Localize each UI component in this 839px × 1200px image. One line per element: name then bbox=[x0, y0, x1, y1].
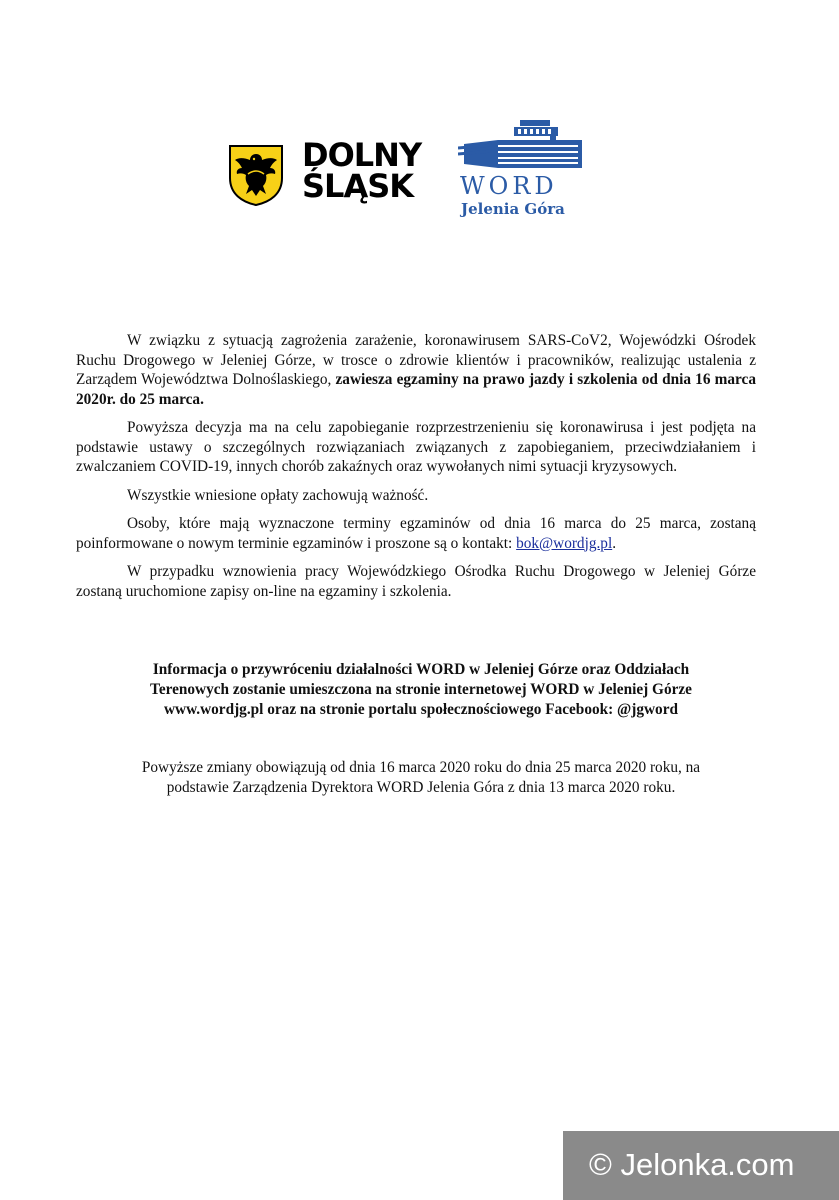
paragraph-suspension-bold: zawiesza egzaminy na prawo jazdy i szkolenia od dnia 16 marca 2020r. do 25 marca. bbox=[76, 371, 756, 408]
contact-email-link[interactable]: bok@wordjg.pl bbox=[516, 534, 613, 552]
info-notice bbox=[76, 660, 766, 720]
info-line-2: Terenowych zostanie umieszczona na stronie internetowej WORD w Jeleniej Górze bbox=[150, 681, 692, 698]
validity-note bbox=[76, 758, 766, 798]
paragraph-decision: Powyższa decyzja ma na celu zapobieganie rozprzestrzenieniu się koronawirusa i jest podjęta na podstawie ustawy o szczególnych rozwiązaniach związanych z zapobieganiem, przeciwdziałaniem i zwalczaniem COVID-19, innych chorób zakaźnych oraz wywołanych nimi sytuacji kryzysowych. bbox=[76, 419, 756, 475]
validity-line-1: Powyższe zmiany obowiązują od dnia 16 marca 2020 roku do dnia 25 marca 2020 roku, na bbox=[141, 759, 701, 776]
paragraph-suspension bbox=[76, 331, 756, 409]
eagle-crest-icon bbox=[228, 144, 284, 206]
paragraph-contact-end: . bbox=[612, 534, 617, 552]
announcement-body bbox=[76, 331, 756, 610]
word-city: Jelenia Góra bbox=[461, 200, 565, 218]
paragraph-fees: Wszystkie wniesione opłaty zachowują ważność. bbox=[127, 486, 429, 504]
paragraph-contact-text: Osoby, które mają wyznaczone terminy egzaminów od dnia 16 marca do 25 marca, zostaną poinformowane o nowym terminie egzaminów i proszone są o kontakt: bbox=[76, 515, 756, 552]
watermark bbox=[563, 1131, 839, 1200]
dolny-text: DOLNY bbox=[302, 136, 422, 174]
word-logo bbox=[458, 118, 592, 218]
validity-line-2: podstawie Zarządzenia Dyrektora WORD Jelenia Góra z dnia 13 marca 2020 roku. bbox=[166, 779, 676, 796]
watermark-text: © Jelonka.com bbox=[589, 1147, 795, 1182]
info-line-1: Informacja o przywróceniu działalności WORD w Jeleniej Górze oraz Oddziałach bbox=[152, 661, 690, 678]
word-title: WORD bbox=[460, 172, 558, 200]
slask-text: ŚLĄSK bbox=[302, 167, 414, 205]
paragraph-resume: W przypadku wznowienia pracy Wojewódzkiego Ośrodka Ruchu Drogowego w Jeleniej Górze zostaną uruchomione zapisy on-line na egzaminy i szkolenia. bbox=[76, 563, 756, 600]
paragraph-suspension-text: W związku z sytuacją zagrożenia zarażenie, koronawirusem SARS-CoV2, Wojewódzki Ośrodek Ruchu Drogowego w Jeleniej Górze, w trosce o zdrowie klientów i pracowników, realizując ustalenia z Zarządem Województwa Dolnoślaskiego, bbox=[76, 332, 756, 388]
dolny-slask-logo bbox=[222, 136, 444, 210]
paragraph-contact bbox=[76, 514, 756, 553]
info-line-3: www.wordjg.pl oraz na stronie portalu społecznościowego Facebook: @jgword bbox=[163, 701, 679, 718]
word-building-icon bbox=[458, 118, 592, 174]
header-logos bbox=[222, 118, 592, 218]
